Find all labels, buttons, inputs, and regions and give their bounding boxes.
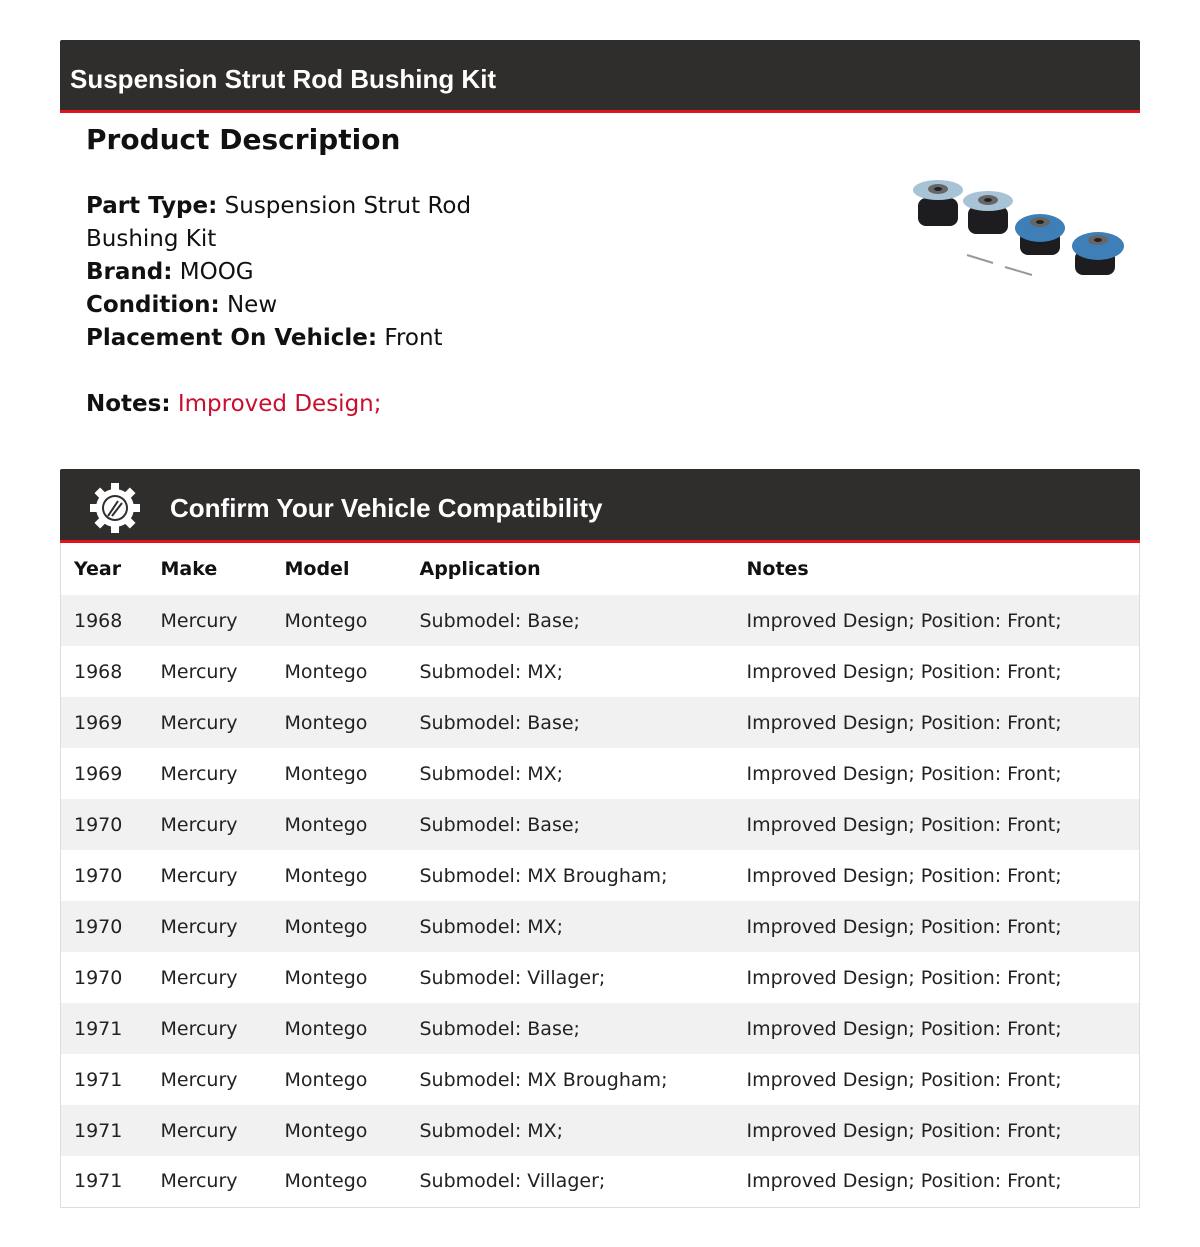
cell-make: Mercury [160, 1170, 238, 1193]
cell-notes: Improved Design; Position: Front; [746, 966, 1062, 989]
cell-make: Mercury [160, 1017, 238, 1040]
cell-year: 1971 [74, 1119, 123, 1142]
cell-make: Mercury [160, 1119, 238, 1142]
cell-year: 1970 [74, 813, 123, 836]
cell-year: 1971 [74, 1170, 123, 1193]
cell-application: Submodel: Villager; [419, 966, 606, 989]
brand: Brand: MOOG [86, 259, 254, 285]
cell-model: Montego [284, 813, 368, 836]
cell-make: Mercury [160, 864, 238, 887]
cell-make: Mercury [160, 762, 238, 785]
table-row [61, 799, 1140, 850]
cell-application: Submodel: Base; [419, 1017, 580, 1040]
condition: Condition: New [86, 292, 278, 318]
cell-application: Submodel: Base; [419, 813, 580, 836]
cell-application: Submodel: Base; [419, 711, 580, 734]
product-description [86, 122, 566, 421]
cell-make: Mercury [160, 711, 238, 734]
cell-notes: Improved Design; Position: Front; [746, 864, 1062, 887]
cell-model: Montego [284, 915, 368, 938]
table-row [61, 850, 1140, 901]
cell-application: Submodel: Base; [419, 609, 580, 632]
cell-year: 1968 [74, 660, 123, 683]
cell-year: 1970 [74, 864, 123, 887]
compatibility-table [60, 543, 1140, 1208]
table-row [61, 646, 1140, 697]
compatibility-bar [60, 469, 1140, 543]
column-header-make: Make [160, 558, 218, 580]
cell-notes: Improved Design; Position: Front; [746, 1170, 1062, 1193]
table-row [61, 1003, 1140, 1054]
cell-model: Montego [284, 762, 368, 785]
cell-model: Montego [284, 1170, 368, 1193]
table-row [61, 1054, 1140, 1105]
column-header-notes: Notes [746, 558, 809, 580]
cell-application: Submodel: MX Brougham; [419, 1068, 668, 1091]
cell-application: Submodel: MX Brougham; [419, 864, 668, 887]
cell-make: Mercury [160, 915, 238, 938]
cell-year: 1971 [74, 1068, 123, 1091]
compatibility-title: Confirm Your Vehicle Compatibility [170, 493, 603, 523]
cell-model: Montego [284, 864, 368, 887]
bushing-icon [913, 180, 1124, 275]
cell-make: Mercury [160, 966, 238, 989]
column-header-year: Year [74, 558, 122, 580]
cell-year: 1971 [74, 1017, 123, 1040]
table-row [61, 697, 1140, 748]
description-heading: Product Description [86, 123, 401, 156]
cell-notes: Improved Design; Position: Front; [746, 660, 1062, 683]
table-row [61, 748, 1140, 799]
cell-make: Mercury [160, 660, 238, 683]
cell-application: Submodel: MX; [419, 1119, 564, 1142]
cell-application: Submodel: Villager; [419, 1170, 606, 1193]
table-row [61, 1156, 1140, 1207]
cell-model: Montego [284, 1017, 368, 1040]
cell-notes: Improved Design; Position: Front; [746, 1068, 1062, 1091]
cell-year: 1970 [74, 915, 123, 938]
table-row [61, 952, 1140, 1003]
cell-model: Montego [284, 609, 368, 632]
placement: Placement On Vehicle: Front [86, 325, 443, 351]
table-row [61, 1105, 1140, 1156]
column-header-application: Application [419, 558, 541, 580]
cell-year: 1969 [74, 711, 123, 734]
cell-notes: Improved Design; Position: Front; [746, 1017, 1062, 1040]
cell-model: Montego [284, 966, 368, 989]
cell-make: Mercury [160, 813, 238, 836]
cell-year: 1970 [74, 966, 123, 989]
cell-model: Montego [284, 1068, 368, 1091]
cell-application: Submodel: MX; [419, 660, 564, 683]
product-title-bar [60, 40, 1140, 113]
column-header-model: Model [284, 558, 350, 580]
table-row [61, 901, 1140, 952]
cell-notes: Improved Design; Position: Front; [746, 711, 1062, 734]
cell-year: 1968 [74, 609, 123, 632]
cell-make: Mercury [160, 1068, 238, 1091]
gear-icon [88, 481, 142, 535]
cell-model: Montego [284, 1119, 368, 1142]
notes: Notes: Improved Design; [86, 391, 382, 417]
cell-notes: Improved Design; Position: Front; [746, 813, 1062, 836]
cell-notes: Improved Design; Position: Front; [746, 762, 1062, 785]
cell-application: Submodel: MX; [419, 762, 564, 785]
cell-year: 1969 [74, 762, 123, 785]
table-header-row [61, 543, 1140, 595]
product-title: Suspension Strut Rod Bushing Kit [70, 64, 497, 94]
product-image [910, 170, 1140, 285]
cell-make: Mercury [160, 609, 238, 632]
cell-application: Submodel: MX; [419, 915, 564, 938]
cell-notes: Improved Design; Position: Front; [746, 1119, 1062, 1142]
part-type: Part Type: Suspension Strut Rod Bushing Kit [86, 193, 472, 252]
cell-model: Montego [284, 711, 368, 734]
cell-model: Montego [284, 660, 368, 683]
table-row [61, 595, 1140, 646]
cell-notes: Improved Design; Position: Front; [746, 915, 1062, 938]
cell-notes: Improved Design; Position: Front; [746, 609, 1062, 632]
